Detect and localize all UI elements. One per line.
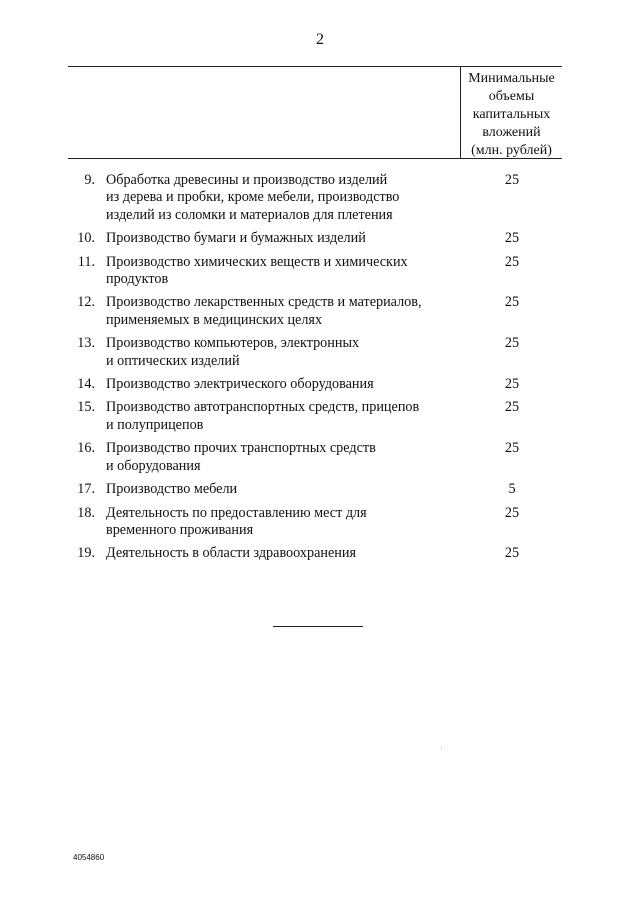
column-header-min-investment: [461, 70, 562, 160]
row-activity-line: и полуприцепов: [106, 416, 204, 433]
row-activity: [106, 399, 456, 434]
table-row: [0, 376, 640, 393]
row-activity-line: Производство мебели: [106, 481, 238, 498]
row-value: 25: [504, 504, 520, 521]
table-row: [0, 294, 640, 329]
row-activity-line: Производство автотранспортных средств, прицепов: [106, 399, 420, 416]
row-activity-line: изделий из соломки и материалов для плетения: [106, 206, 393, 223]
row-number: 14.: [77, 376, 95, 393]
row-number: 16.: [77, 440, 95, 457]
row-activity-line: Производство лекарственных средств и материалов,: [106, 294, 422, 311]
row-activity-line: из дерева и пробки, кроме мебели, производство: [106, 189, 400, 206]
row-value: 25: [504, 253, 520, 270]
row-activity-line: Производство бумаги и бумажных изделий: [106, 230, 366, 247]
row-activity: [106, 481, 456, 498]
row-number: 11.: [77, 253, 95, 270]
row-number: 10.: [77, 230, 95, 247]
row-activity-line: Производство химических веществ и химических: [106, 253, 408, 270]
table-row: [0, 481, 640, 498]
row-activity-line: Деятельность в области здравоохранения: [106, 545, 356, 562]
table-row: [0, 335, 640, 370]
column-header-line: (млн. рублей): [471, 143, 552, 158]
row-value: 5: [508, 481, 516, 498]
row-value: 25: [504, 399, 520, 416]
row-activity: [106, 254, 456, 289]
row-number: 13.: [77, 335, 95, 352]
row-value: 25: [504, 230, 520, 247]
row-activity-line: применяемых в медицинских целях: [106, 311, 323, 328]
scan-speck: [441, 748, 442, 749]
row-activity-line: и оборудования: [106, 457, 201, 474]
row-value: 25: [504, 172, 520, 188]
row-activity: [106, 294, 456, 329]
row-activity-line: продуктов: [106, 271, 169, 288]
row-activity-line: Производство электрического оборудования: [106, 376, 374, 393]
row-activity-line: и оптических изделий: [106, 352, 240, 369]
row-activity: [106, 335, 456, 370]
row-number: 15.: [77, 399, 95, 416]
table-body: [0, 172, 640, 569]
column-header-line: объемы: [488, 89, 535, 104]
table-row: [0, 172, 640, 224]
row-activity-line: Деятельность по предоставлению мест для: [106, 504, 367, 521]
row-value: 25: [504, 440, 520, 457]
page-number: 2: [316, 31, 324, 48]
row-activity: [106, 172, 456, 224]
table-row: [0, 230, 640, 247]
table-row: [0, 545, 640, 562]
row-activity-line: временного проживания: [106, 521, 254, 538]
column-header-line: капитальных: [472, 107, 551, 122]
row-number: 12.: [77, 294, 95, 311]
row-activity-line: Производство прочих транспортных средств: [106, 440, 376, 457]
table-row: [0, 254, 640, 289]
row-number: 17.: [77, 481, 95, 498]
table-row: [0, 440, 640, 475]
table-row: [0, 505, 640, 540]
row-activity-line: Производство компьютеров, электронных: [106, 335, 360, 352]
row-activity-line: Обработка древесины и производство изделий: [106, 172, 388, 188]
document-code: 4054860: [73, 853, 105, 862]
row-activity: [106, 376, 456, 393]
row-value: 25: [504, 294, 520, 311]
row-value: 25: [504, 335, 520, 352]
row-activity: [106, 505, 456, 540]
column-header-line: вложений: [482, 125, 541, 140]
row-activity: [106, 230, 456, 247]
end-of-document-rule: [273, 626, 363, 627]
row-number: 18.: [77, 504, 95, 521]
row-value: 25: [504, 376, 520, 393]
table-row: [0, 399, 640, 434]
row-number: 19.: [77, 545, 95, 562]
row-number: 9.: [84, 172, 95, 188]
column-header-line: Минимальные: [468, 71, 555, 86]
row-value: 25: [504, 545, 520, 562]
row-activity: [106, 545, 456, 562]
row-activity: [106, 440, 456, 475]
table-header: [68, 66, 562, 159]
